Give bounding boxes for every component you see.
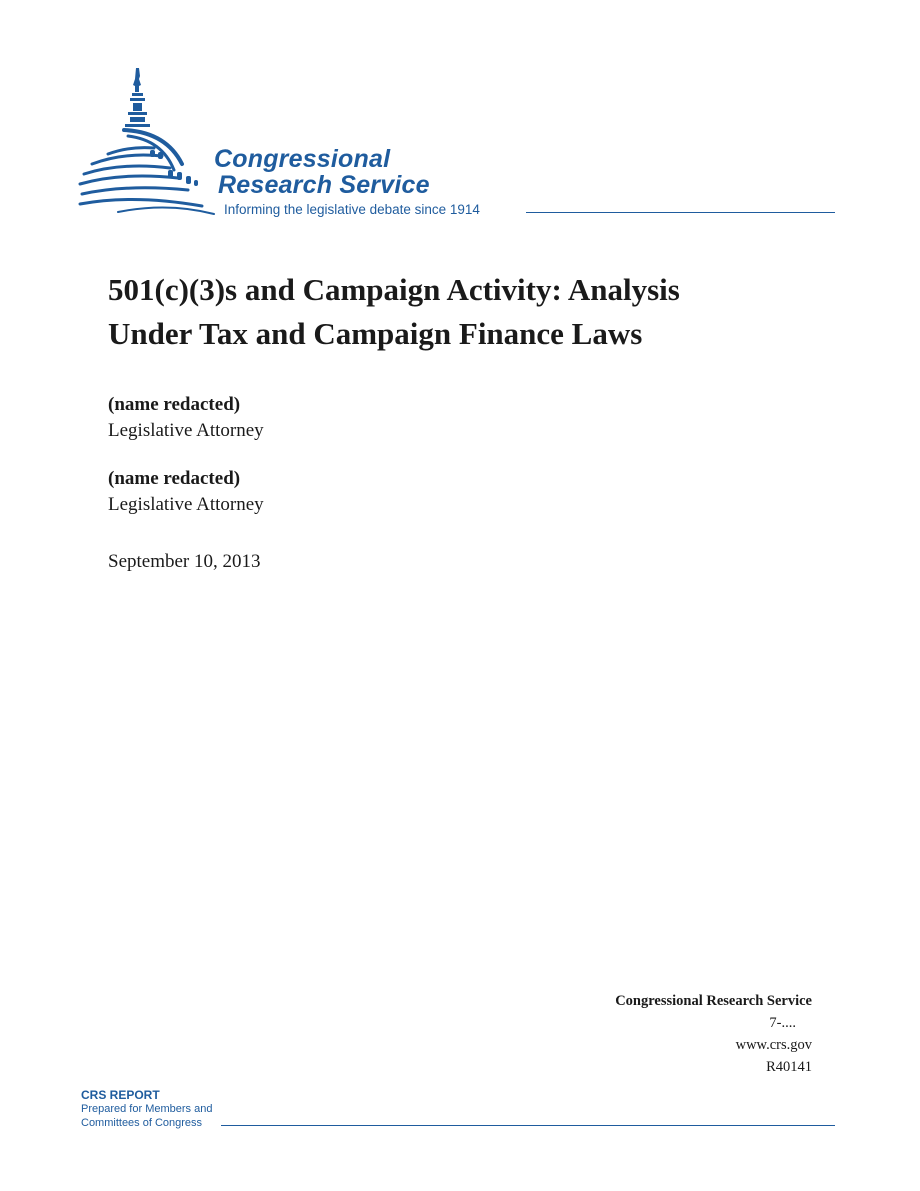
footer-label: CRS REPORT xyxy=(81,1088,160,1102)
org-name-line1: Congressional xyxy=(214,145,391,173)
publisher-website: www.crs.gov xyxy=(735,1037,812,1053)
author-name: (name redacted) xyxy=(108,394,241,415)
publisher-code: 7-.... xyxy=(769,1015,796,1031)
capitol-dome-logo-icon xyxy=(78,66,218,218)
org-name-line2: Research Service xyxy=(218,171,430,199)
footer-line2: Committees of Congress xyxy=(81,1117,203,1129)
report-date: September 10, 2013 xyxy=(108,551,261,572)
author-entry xyxy=(108,392,264,444)
report-number: R40141 xyxy=(766,1059,812,1075)
author-entry xyxy=(108,466,264,518)
organization-wordmark xyxy=(214,146,430,198)
author-name: (name redacted) xyxy=(108,468,241,489)
report-title-line2: Under Tax and Campaign Finance Laws xyxy=(108,316,643,351)
author-role: Legislative Attorney xyxy=(108,494,264,515)
footer-divider xyxy=(221,1125,835,1126)
publisher-info xyxy=(615,990,812,1078)
footer-block xyxy=(81,1088,212,1130)
publisher-name: Congressional Research Service xyxy=(615,993,812,1009)
report-title-line1: 501(c)(3)s and Campaign Activity: Analysis xyxy=(108,272,680,307)
report-title xyxy=(108,268,828,356)
footer-line1: Prepared for Members and xyxy=(81,1103,213,1115)
header-divider xyxy=(526,212,835,213)
author-role: Legislative Attorney xyxy=(108,420,264,441)
org-tagline: Informing the legislative debate since 1914 xyxy=(224,202,480,217)
